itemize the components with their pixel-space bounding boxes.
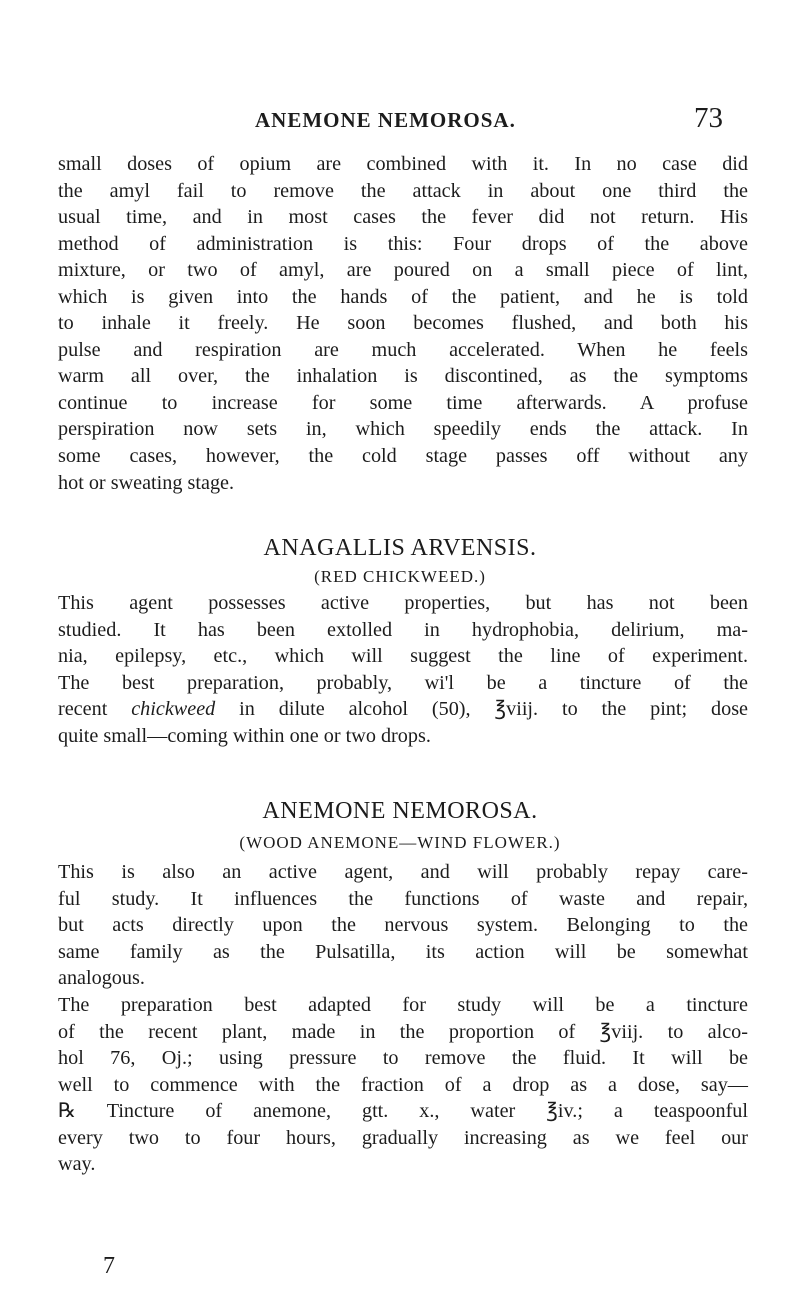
text-line-mixed bbox=[58, 696, 748, 723]
text-line: pulse and respiration are much accelerated. When he feels bbox=[58, 338, 748, 361]
text-line: This agent possesses active properties, but has not been bbox=[58, 592, 748, 614]
text-line: every two to four hours, gradually increasing as we feel our bbox=[58, 1126, 748, 1149]
text-line: ℞ Tincture of anemone, gtt. x., water ℥iv.; a teaspoonful bbox=[58, 1100, 748, 1123]
text-line: hot or sweating stage. bbox=[58, 471, 235, 494]
text-line: This is also an active agent, and will probably repay care- bbox=[58, 861, 748, 883]
text-fragment: in dilute alcohol (50), ℥viij. to the pint; dose bbox=[239, 698, 749, 721]
italic-term: chickweed bbox=[131, 698, 216, 721]
text-line: studied. It has been extolled in hydrophobia, delirium, ma- bbox=[58, 618, 748, 641]
text-line: mixture, or two of amyl, are poured on a small piece of lint, bbox=[58, 259, 748, 282]
continuation-paragraph bbox=[58, 151, 748, 496]
text-line: nia, epilepsy, etc., which will suggest the line of experiment. bbox=[58, 645, 748, 668]
section-subtitle-anagallis: (RED CHICKWEED.) bbox=[314, 567, 486, 586]
text-line: hol 76, Oj.; using pressure to remove the fluid. It will be bbox=[58, 1047, 748, 1070]
section-subtitle-anemone: (WOOD ANEMONE—WIND FLOWER.) bbox=[239, 833, 561, 852]
text-line: warm all over, the inhalation is discontined, as the symptoms bbox=[58, 365, 748, 388]
text-line: The best preparation, probably, wi'l be a tincture of the bbox=[58, 671, 748, 694]
text-line: perspiration now sets in, which speedily ends the attack. In bbox=[58, 418, 748, 441]
text-line: the amyl fail to remove the attack in about one third the bbox=[58, 179, 748, 202]
page-number: 73 bbox=[694, 102, 723, 134]
signature-mark: 7 bbox=[103, 1253, 115, 1279]
anemone-paragraph-2 bbox=[58, 992, 748, 1178]
anemone-paragraph-1 bbox=[58, 859, 748, 992]
running-head bbox=[0, 102, 800, 138]
text-line: same family as the Pulsatilla, its action will be somewhat bbox=[58, 940, 748, 963]
text-line: some cases, however, the cold stage passes off without any bbox=[58, 445, 748, 468]
text-line: small doses of opium are combined with it. In no case did bbox=[58, 153, 748, 175]
text-line: continue to increase for some time afterwards. A profuse bbox=[58, 391, 748, 414]
text-line: ful study. It influences the functions of waste and repair, bbox=[58, 887, 748, 910]
text-line: The preparation best adapted for study will be a tincture bbox=[58, 994, 748, 1016]
text-line: which is given into the hands of the patient, and he is told bbox=[58, 285, 748, 308]
text-fragment: recent bbox=[58, 698, 108, 721]
text-line: usual time, and in most cases the fever did not return. His bbox=[58, 206, 748, 229]
section-title-anagallis: ANAGALLIS ARVENSIS. bbox=[263, 535, 537, 561]
text-line: but acts directly upon the nervous system. Belonging to the bbox=[58, 914, 748, 937]
text-line: way. bbox=[58, 1153, 96, 1176]
text-line: analogous. bbox=[58, 967, 145, 990]
text-line: well to commence with the fraction of a drop as a dose, say— bbox=[58, 1073, 748, 1096]
text-line: to inhale it freely. He soon becomes flushed, and both his bbox=[58, 312, 748, 335]
text-line: method of administration is this: Four drops of the above bbox=[58, 232, 748, 255]
text-line: of the recent plant, made in the proportion of ℥viij. to alco- bbox=[58, 1020, 748, 1043]
text-line: quite small—coming within one or two drops. bbox=[58, 724, 431, 747]
running-title: ANEMONE NEMOROSA. bbox=[255, 108, 516, 132]
anagallis-paragraph bbox=[58, 590, 748, 749]
section-title-anemone: ANEMONE NEMOROSA. bbox=[262, 798, 538, 824]
